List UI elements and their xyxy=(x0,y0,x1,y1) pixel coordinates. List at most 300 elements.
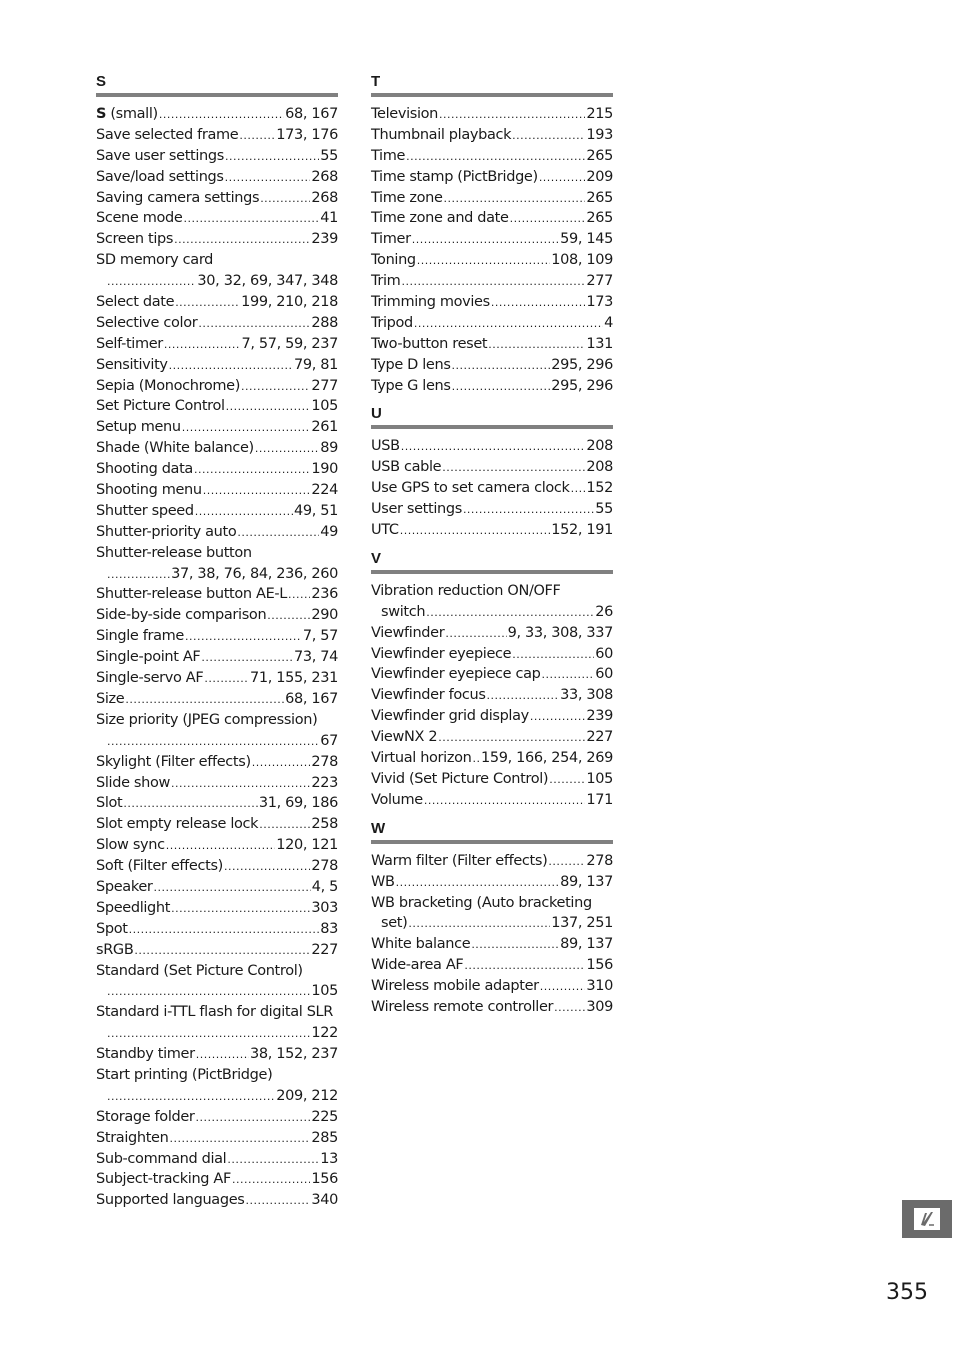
dot-leader xyxy=(442,458,585,479)
index-entry xyxy=(371,499,613,520)
index-term: Slot empty release lock xyxy=(96,816,259,833)
section-divider xyxy=(371,570,613,574)
index-entry xyxy=(371,913,613,934)
dot-leader xyxy=(412,230,559,251)
index-term: Shutter speed xyxy=(96,502,194,519)
dot-leader xyxy=(252,753,311,774)
section-letter-u: U xyxy=(371,405,382,423)
index-term: Sensitivity xyxy=(96,356,168,373)
index-entry xyxy=(371,146,613,167)
index-term: UTC xyxy=(371,522,399,539)
dot-leader xyxy=(255,439,319,460)
dot-leader xyxy=(549,770,585,791)
index-term: Television xyxy=(371,106,439,122)
page-references: 7, 57 xyxy=(302,628,338,645)
index-entry xyxy=(96,564,338,585)
dot-leader xyxy=(426,603,594,624)
page-references: 265 xyxy=(586,189,613,206)
dot-leader xyxy=(401,272,585,293)
page-references: 215 xyxy=(586,106,613,122)
dot-leader xyxy=(260,189,310,210)
index-term: White balance xyxy=(371,936,471,953)
index-term: Skylight (Filter effects) xyxy=(96,753,251,770)
page-references: 173 xyxy=(586,294,613,311)
dot-leader xyxy=(539,168,586,189)
index-entry xyxy=(96,522,338,543)
index-entry xyxy=(96,313,338,334)
index-term: Save/load settings xyxy=(96,168,224,185)
dot-leader xyxy=(512,645,594,666)
index-entry xyxy=(371,188,613,209)
index-term: WB bracketing (Auto bracketing xyxy=(371,894,592,911)
dot-leader xyxy=(154,878,311,899)
index-entry xyxy=(371,229,613,250)
index-entry xyxy=(96,752,338,773)
section-letter-v: V xyxy=(371,549,382,567)
index-entry xyxy=(96,355,338,376)
index-term: Viewfinder eyepiece cap xyxy=(371,666,541,683)
index-term xyxy=(96,104,158,125)
index-term: Sepia (Monochrome) xyxy=(96,377,241,394)
index-entry xyxy=(371,313,613,334)
index-entry xyxy=(371,727,613,748)
page-references: 33, 308 xyxy=(560,687,613,704)
index-term: Standby timer xyxy=(96,1046,195,1063)
index-term: Self-timer xyxy=(96,335,163,352)
dot-leader xyxy=(452,377,551,398)
dot-leader xyxy=(174,230,310,251)
dot-leader xyxy=(225,168,311,189)
index-term-suffix: (small) xyxy=(106,106,158,122)
page-references: 171 xyxy=(586,791,613,808)
index-entry xyxy=(96,668,338,689)
index-entry xyxy=(96,773,338,794)
index-entry xyxy=(371,872,613,893)
page-references: 30, 32, 69, 347, 348 xyxy=(197,273,338,290)
index-entry xyxy=(96,1086,338,1107)
page-references: 159, 166, 254, 269 xyxy=(480,750,613,767)
index-term: Viewfinder grid display xyxy=(371,708,529,725)
page-references: 340 xyxy=(311,1192,338,1209)
dot-leader xyxy=(439,105,585,126)
index-entry xyxy=(371,167,613,188)
index-entry xyxy=(371,644,613,665)
index-term: Setup menu xyxy=(96,419,181,436)
page-references: 37, 38, 76, 84, 236, 260 xyxy=(171,565,338,582)
page-references: 295, 296 xyxy=(551,377,613,394)
dot-leader xyxy=(239,126,275,147)
page-references: 73, 74 xyxy=(293,649,338,666)
page-references: 310 xyxy=(586,978,613,995)
page-references: 173, 176 xyxy=(276,126,338,143)
dot-leader xyxy=(107,732,319,753)
page-references: 41 xyxy=(320,210,338,227)
dot-leader xyxy=(401,437,586,458)
index-term: Single-servo AF xyxy=(96,670,204,687)
page-references: 68, 167 xyxy=(285,106,338,122)
index-entry xyxy=(96,1169,338,1190)
dot-leader xyxy=(540,977,586,998)
index-term: Wireless remote controller xyxy=(371,998,554,1015)
index-entry xyxy=(371,602,613,623)
page-references: 236 xyxy=(311,586,338,603)
page-references: 60 xyxy=(595,645,613,662)
page-references: 223 xyxy=(311,774,338,791)
index-entry-list xyxy=(371,436,613,540)
index-entry xyxy=(96,543,338,564)
index-entry xyxy=(371,623,613,644)
dot-leader xyxy=(408,914,550,935)
index-entry xyxy=(96,438,338,459)
index-entry xyxy=(96,647,338,668)
dot-leader xyxy=(169,1129,310,1150)
dot-leader xyxy=(288,585,310,606)
page-references: 225 xyxy=(311,1108,338,1125)
index-entry xyxy=(96,605,338,626)
dot-leader xyxy=(400,521,551,542)
dot-leader xyxy=(530,707,585,728)
page-references: 193 xyxy=(586,126,613,143)
page-references: 55 xyxy=(320,147,338,164)
dot-leader xyxy=(134,941,310,962)
index-entry xyxy=(96,1002,338,1023)
index-entry xyxy=(96,961,338,982)
dot-leader xyxy=(226,397,311,418)
dot-leader xyxy=(491,293,586,314)
dot-leader xyxy=(542,665,595,686)
dot-leader xyxy=(107,1024,310,1045)
page-references: 277 xyxy=(311,377,338,394)
dot-leader xyxy=(171,899,310,920)
index-term: Time xyxy=(371,147,406,164)
index-entry xyxy=(96,501,338,522)
page-references: 120, 121 xyxy=(276,837,338,854)
index-entry xyxy=(96,1190,338,1211)
page-references: 31, 69, 186 xyxy=(258,795,338,812)
index-term: Supported languages xyxy=(96,1192,245,1209)
index-term: Shutter-release button AE-L xyxy=(96,586,288,603)
index-term: USB cable xyxy=(371,459,442,476)
page-references: 268 xyxy=(311,189,338,206)
page-references: 105 xyxy=(311,398,338,415)
page-references: 290 xyxy=(311,607,338,624)
page-references: 224 xyxy=(311,482,338,499)
index-entry xyxy=(371,250,613,271)
index-term: Trimming movies xyxy=(371,294,490,311)
dot-leader xyxy=(164,335,241,356)
index-entry xyxy=(96,188,338,209)
dot-leader xyxy=(225,147,319,168)
page-references: 108, 109 xyxy=(551,252,613,269)
index-term: Size xyxy=(96,690,125,707)
dot-leader xyxy=(237,523,319,544)
dot-leader xyxy=(196,1108,311,1129)
dot-leader xyxy=(464,956,585,977)
dot-leader xyxy=(171,774,310,795)
index-entry-list xyxy=(96,104,338,1211)
dot-leader xyxy=(201,648,293,669)
index-term: Single-point AF xyxy=(96,649,201,666)
page-references: 208 xyxy=(586,438,613,455)
dot-leader xyxy=(417,251,550,272)
dot-leader xyxy=(488,335,585,356)
index-entry xyxy=(371,934,613,955)
index-entry xyxy=(96,417,338,438)
index-entry xyxy=(96,208,338,229)
index-entry xyxy=(96,793,338,814)
index-term: Subject-tracking AF xyxy=(96,1171,231,1188)
index-term: Speaker xyxy=(96,878,153,895)
index-term: Screen tips xyxy=(96,231,174,248)
page-references: 59, 145 xyxy=(560,231,613,248)
page-references: 4 xyxy=(604,314,613,331)
page-references: 38, 152, 237 xyxy=(249,1046,338,1063)
index-entry xyxy=(96,626,338,647)
index-entry xyxy=(96,856,338,877)
page-references: 265 xyxy=(586,147,613,164)
page-references: 131 xyxy=(586,335,613,352)
index-entry xyxy=(96,480,338,501)
index-term: ViewNX 2 xyxy=(371,729,438,746)
index-entry xyxy=(96,396,338,417)
index-term: Save selected frame xyxy=(96,126,239,143)
index-column-right xyxy=(371,70,613,1024)
index-term: Viewfinder xyxy=(371,624,445,641)
page-references: 152, 191 xyxy=(551,522,613,539)
page-references: 122 xyxy=(311,1025,338,1042)
index-term: Straighten xyxy=(96,1129,169,1146)
index-term: Viewfinder focus xyxy=(371,687,486,704)
dot-leader xyxy=(224,857,310,878)
page-references: 89 xyxy=(320,440,338,457)
index-entry-list xyxy=(371,851,613,1018)
dot-leader xyxy=(123,794,257,815)
index-entry xyxy=(371,581,613,602)
page-references: 152 xyxy=(586,480,613,497)
dot-leader xyxy=(196,1045,249,1066)
dot-leader xyxy=(169,356,293,377)
page-references: 227 xyxy=(311,941,338,958)
index-entry xyxy=(96,1149,338,1170)
index-entry xyxy=(371,457,613,478)
index-entry xyxy=(96,459,338,480)
dot-leader xyxy=(195,502,293,523)
page-references: 105 xyxy=(586,770,613,787)
index-entry xyxy=(96,584,338,605)
index-entry xyxy=(371,376,613,397)
index-entry xyxy=(371,976,613,997)
page-references: 83 xyxy=(320,920,338,937)
section-divider xyxy=(371,93,613,97)
index-term: Scene mode xyxy=(96,210,183,227)
index-entry xyxy=(371,355,613,376)
page-references: 89, 137 xyxy=(560,873,613,890)
index-entry xyxy=(96,689,338,710)
dot-leader xyxy=(554,998,585,1019)
page-number: 355 xyxy=(886,1280,928,1305)
page-references: 190 xyxy=(311,461,338,478)
dot-leader xyxy=(396,873,560,894)
index-entry xyxy=(96,167,338,188)
dot-leader xyxy=(185,627,302,648)
index-term: Storage folder xyxy=(96,1108,195,1125)
index-term: Thumbnail playback xyxy=(371,126,512,143)
dot-leader xyxy=(571,479,586,500)
index-entry xyxy=(96,919,338,940)
dot-leader xyxy=(259,815,310,836)
index-entry xyxy=(371,436,613,457)
index-term: Wireless mobile adapter xyxy=(371,978,539,995)
dot-leader xyxy=(444,189,586,210)
index-term: Timer xyxy=(371,231,411,248)
index-entry xyxy=(371,208,613,229)
page-references: 105 xyxy=(311,983,338,1000)
index-term: Slow sync xyxy=(96,837,165,854)
page-references: 49 xyxy=(320,523,338,540)
index-entry xyxy=(371,955,613,976)
page-references: 239 xyxy=(586,708,613,725)
index-term: Slide show xyxy=(96,774,170,791)
dot-leader xyxy=(129,920,320,941)
index-term: Time zone xyxy=(371,189,443,206)
index-term: Single frame xyxy=(96,628,184,645)
index-term: USB xyxy=(371,438,400,455)
index-term: Type G lens xyxy=(371,377,451,394)
page-references: 303 xyxy=(311,899,338,916)
dot-leader xyxy=(194,460,310,481)
index-entry xyxy=(371,769,613,790)
index-term: sRGB xyxy=(96,941,134,958)
index-term: Use GPS to set camera clock xyxy=(371,480,570,497)
dot-leader xyxy=(512,126,585,147)
dot-leader xyxy=(182,418,311,439)
index-entry xyxy=(96,814,338,835)
dot-leader xyxy=(487,686,560,707)
page-references: 268 xyxy=(311,168,338,185)
page-references: 7, 57, 59, 237 xyxy=(241,335,338,352)
dot-leader xyxy=(267,606,310,627)
dot-leader xyxy=(232,1170,310,1191)
index-entry xyxy=(371,271,613,292)
index-term: switch xyxy=(381,603,426,620)
section-letter-w: W xyxy=(371,819,386,837)
page-references: 156 xyxy=(586,957,613,974)
dot-leader xyxy=(204,669,249,690)
page-references: 199, 210, 218 xyxy=(241,294,338,311)
index-entry xyxy=(96,250,338,271)
index-entry xyxy=(371,664,613,685)
index-entry xyxy=(371,851,613,872)
page-references: 278 xyxy=(311,858,338,875)
page-references: 295, 296 xyxy=(551,356,613,373)
index-term: Virtual horizon xyxy=(371,750,472,767)
page-references: 265 xyxy=(586,210,613,227)
section-divider xyxy=(371,425,613,429)
index-term: Tripod xyxy=(371,314,413,331)
page-references: 208 xyxy=(586,459,613,476)
index-entry xyxy=(96,125,338,146)
index-entry xyxy=(96,981,338,1002)
dot-leader xyxy=(166,836,275,857)
index-term: Speedlight xyxy=(96,899,171,916)
index-entry xyxy=(96,1128,338,1149)
index-term: WB xyxy=(371,873,395,890)
index-term: Type D lens xyxy=(371,356,451,373)
index-entry-list xyxy=(371,581,613,811)
index-term: Viewfinder eyepiece xyxy=(371,645,512,662)
index-term: Warm filter (Filter effects) xyxy=(371,852,548,869)
dot-leader xyxy=(472,749,479,770)
dot-leader xyxy=(471,935,559,956)
index-term: set) xyxy=(381,915,408,932)
index-entry xyxy=(371,292,613,313)
index-entry xyxy=(96,877,338,898)
index-entry xyxy=(371,685,613,706)
index-entry xyxy=(96,1065,338,1086)
dot-leader xyxy=(107,982,310,1003)
page-references: 258 xyxy=(311,816,338,833)
index-entry xyxy=(96,334,338,355)
dot-leader xyxy=(548,852,585,873)
index-term: Spot xyxy=(96,920,128,937)
page-references: 79, 81 xyxy=(293,356,338,373)
index-term: Side-by-side comparison xyxy=(96,607,267,624)
dot-leader xyxy=(406,147,585,168)
index-term: Shooting data xyxy=(96,461,193,478)
index-entry xyxy=(371,893,613,914)
index-entry xyxy=(371,478,613,499)
index-entry xyxy=(96,940,338,961)
dot-leader xyxy=(424,791,586,812)
index-entry xyxy=(96,731,338,752)
page-references: 239 xyxy=(311,231,338,248)
index-term: Toning xyxy=(371,252,416,269)
index-term: Wide-area AF xyxy=(371,957,464,974)
dot-leader xyxy=(245,1191,310,1212)
index-entry xyxy=(371,997,613,1018)
index-entry xyxy=(371,748,613,769)
index-term: Vibration reduction ON/OFF xyxy=(371,582,561,599)
page-references: 49, 51 xyxy=(293,502,338,519)
index-entry xyxy=(96,1023,338,1044)
page-references: 227 xyxy=(586,729,613,746)
page-references: 71, 155, 231 xyxy=(249,670,338,687)
index-term: Trim xyxy=(371,273,401,290)
section-letter-t: T xyxy=(371,73,381,90)
page-references: 13 xyxy=(320,1150,338,1167)
dot-leader xyxy=(198,314,310,335)
index-term: Slot xyxy=(96,795,123,812)
index-term: Shutter-release button xyxy=(96,544,252,561)
index-entry xyxy=(96,292,338,313)
page-references: 89, 137 xyxy=(560,936,613,953)
dot-leader xyxy=(227,1150,319,1171)
index-entry xyxy=(96,104,338,125)
dot-leader xyxy=(510,209,586,230)
index-term: Shooting menu xyxy=(96,482,202,499)
index-term-bold: S xyxy=(96,106,107,122)
index-entry xyxy=(96,1107,338,1128)
dot-leader xyxy=(159,105,284,126)
dot-leader xyxy=(107,565,170,586)
page-references: 137, 251 xyxy=(551,915,613,932)
page-references: 67 xyxy=(320,732,338,749)
dot-leader xyxy=(452,356,551,377)
index-term: Vivid (Set Picture Control) xyxy=(371,770,549,787)
index-entry xyxy=(371,104,613,125)
page-references: 277 xyxy=(586,273,613,290)
index-entry xyxy=(96,376,338,397)
